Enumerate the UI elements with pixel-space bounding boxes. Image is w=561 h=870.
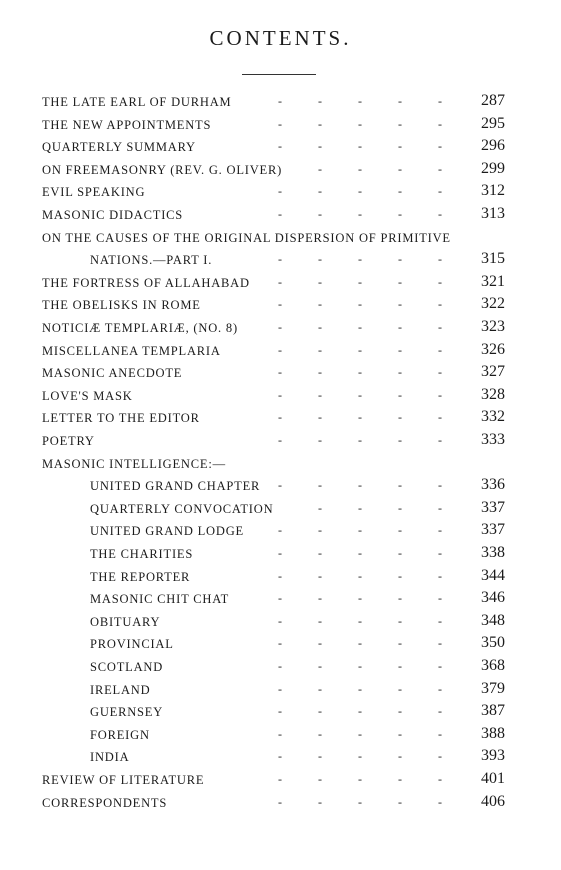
toc-entry-title: UNITED GRAND LODGE <box>90 524 244 539</box>
toc-entry <box>0 384 561 406</box>
leader-dash: - <box>318 139 322 154</box>
leader-dash: - <box>358 252 362 267</box>
leader-dash: - <box>318 568 322 583</box>
toc-entry-page: 323 <box>481 318 505 335</box>
leader-dash: - <box>438 274 442 289</box>
toc-entry <box>0 587 561 609</box>
toc-entry-title: THE CHARITIES <box>90 547 194 561</box>
toc-entry-page: 295 <box>481 114 505 132</box>
toc-entry-title: FOREIGN <box>90 727 150 742</box>
leader-dash: - <box>358 433 362 447</box>
toc-entry-title: LOVE'S MASK <box>42 388 133 403</box>
toc-entry-page: 344 <box>481 566 505 584</box>
toc-entry-title: ON FREEMASONRY (REV. G. OLIVER) <box>42 162 283 177</box>
leader-dash: - <box>438 568 442 583</box>
leader-dash: - <box>438 613 442 628</box>
leader-dash: - <box>398 726 402 741</box>
toc-entry <box>0 745 561 767</box>
toc-entry-page: 333 <box>481 431 505 448</box>
toc-entry-title: POETRY <box>42 434 95 448</box>
toc-entry <box>0 565 561 587</box>
leader-dash: - <box>318 636 322 651</box>
leader-dash: - <box>398 681 402 696</box>
toc-entry <box>0 791 561 813</box>
leader-dash: - <box>398 568 402 583</box>
toc-entry-page: 296 <box>481 137 505 155</box>
leader-dash: - <box>278 274 282 289</box>
toc-entry-title: MISCELLANEA TEMPLARIA <box>42 343 221 358</box>
toc-entry <box>0 113 561 135</box>
leader-dash: - <box>278 207 282 221</box>
leader-dash: - <box>398 659 402 673</box>
leader-dash: - <box>438 320 442 334</box>
leader-dash: - <box>358 184 362 199</box>
leader-dash: - <box>438 94 442 108</box>
toc-entry <box>0 248 561 270</box>
leader-dash: - <box>318 659 322 673</box>
leader-dash: - <box>318 410 322 425</box>
leader-dash: - <box>398 139 402 154</box>
leader-dash: - <box>438 116 442 131</box>
leader-dash: - <box>318 613 322 628</box>
leader-dash: - <box>358 387 362 402</box>
leader-dash: - <box>278 546 282 560</box>
leader-dash: - <box>358 500 362 515</box>
toc-entry-title: NOTICIÆ TEMPLARIÆ, (NO. 8) <box>42 321 238 335</box>
leader-dash: - <box>278 94 282 108</box>
leader-dash: - <box>398 410 402 425</box>
toc-entry-title: MASONIC ANECDOTE <box>42 366 183 381</box>
toc-entry <box>0 90 561 112</box>
toc-entry-page: 388 <box>481 724 505 742</box>
leader-dash: - <box>278 613 282 628</box>
leader-dash: - <box>358 365 362 380</box>
toc-entry <box>0 723 561 745</box>
leader-dash: - <box>318 681 322 696</box>
leader-dash: - <box>358 410 362 425</box>
leader-dash: - <box>398 94 402 108</box>
toc-entry-title: EVIL SPEAKING <box>42 185 146 200</box>
page-title: CONTENTS. <box>209 26 352 50</box>
leader-dash: - <box>318 342 322 357</box>
leader-dash: - <box>358 568 362 583</box>
leader-dash: - <box>318 433 322 447</box>
toc-entry-page: 336 <box>481 476 505 494</box>
toc-entry <box>0 632 561 654</box>
leader-dash: - <box>278 139 282 154</box>
toc-entry-page: 350 <box>481 634 505 652</box>
toc-entry-page: 337 <box>481 521 505 539</box>
leader-dash: - <box>318 184 322 199</box>
leader-dash: - <box>398 772 402 786</box>
leader-dash: - <box>358 591 362 606</box>
leader-dash: - <box>278 772 282 786</box>
toc-entry-title: REVIEW OF LITERATURE <box>42 773 205 787</box>
leader-dash: - <box>358 636 362 651</box>
toc-entry <box>0 497 561 519</box>
leader-dash: - <box>318 161 322 176</box>
leader-dash: - <box>358 659 362 673</box>
toc-entry-page: 321 <box>481 272 505 290</box>
toc-entry <box>0 158 561 180</box>
leader-dash: - <box>438 365 442 380</box>
toc-entry-page: 346 <box>481 589 505 607</box>
leader-dash: - <box>438 681 442 696</box>
leader-dash: - <box>278 794 282 809</box>
toc-entry-title: THE REPORTER <box>90 569 191 584</box>
toc-entry-page: 368 <box>481 657 505 674</box>
leader-dash: - <box>398 704 402 719</box>
toc-entry-title: THE FORTRESS OF ALLAHABAD <box>42 275 250 290</box>
leader-dash: - <box>438 410 442 425</box>
leader-dash: - <box>398 387 402 402</box>
leader-dash: - <box>358 749 362 764</box>
leader-dash: - <box>438 636 442 651</box>
leader-dash: - <box>278 387 282 402</box>
leader-dash: - <box>398 252 402 267</box>
leader-dash: - <box>438 591 442 606</box>
toc-entry-page: 348 <box>481 611 505 629</box>
leader-dash: - <box>358 207 362 221</box>
leader-dash: - <box>398 161 402 176</box>
toc-entry-page: 338 <box>481 544 505 561</box>
leader-dash: - <box>358 772 362 786</box>
leader-dash: - <box>358 478 362 493</box>
toc-entry-title: SCOTLAND <box>90 660 164 674</box>
leader-dash: - <box>438 139 442 154</box>
leader-dash: - <box>358 320 362 334</box>
leader-dash: - <box>278 636 282 651</box>
toc-entry-page: 313 <box>481 205 505 222</box>
leader-dash: - <box>438 704 442 719</box>
toc-entry-title: MASONIC CHIT CHAT <box>90 592 230 607</box>
leader-dash: - <box>318 726 322 741</box>
toc-entry <box>0 226 561 248</box>
leader-dash: - <box>358 794 362 809</box>
leader-dash: - <box>438 749 442 764</box>
toc-entry-page: 379 <box>481 679 505 697</box>
leader-dash: - <box>278 726 282 741</box>
leader-dash: - <box>318 749 322 764</box>
toc-entry <box>0 293 561 315</box>
leader-dash: - <box>278 297 282 312</box>
toc-entry-page: 406 <box>481 792 505 810</box>
toc-entry-title: CORRESPONDENTS <box>42 795 168 810</box>
toc-entry <box>0 655 561 677</box>
leader-dash: - <box>278 252 282 267</box>
toc-entry <box>0 700 561 722</box>
leader-dash: - <box>278 523 282 538</box>
toc-entry <box>0 361 561 383</box>
toc-entry <box>0 519 561 541</box>
toc-entry-title: INDIA <box>90 750 130 765</box>
leader-dash: - <box>438 387 442 402</box>
leader-dash: - <box>398 116 402 131</box>
leader-dash: - <box>318 116 322 131</box>
leader-dash: - <box>278 478 282 493</box>
toc-entry-page: 393 <box>481 747 505 765</box>
leader-dash: - <box>318 252 322 267</box>
toc-entry <box>0 474 561 496</box>
toc-entry-page: 328 <box>481 385 505 403</box>
toc-entry-title: ON THE CAUSES OF THE ORIGINAL DISPERSION OF PRIMITIVE <box>42 230 451 245</box>
leader-dash: - <box>398 794 402 809</box>
leader-dash: - <box>358 94 362 108</box>
toc-entry-title: IRELAND <box>90 682 151 697</box>
toc-entry-page: 387 <box>481 702 505 720</box>
toc-entry <box>0 768 561 790</box>
leader-dash: - <box>278 433 282 447</box>
leader-dash: - <box>358 726 362 741</box>
leader-dash: - <box>398 546 402 560</box>
leader-dash: - <box>278 184 282 199</box>
leader-dash: - <box>438 161 442 176</box>
toc-entry-title: THE LATE EARL OF DURHAM <box>42 95 232 109</box>
leader-dash: - <box>318 478 322 493</box>
leader-dash: - <box>358 161 362 176</box>
title-rule <box>242 74 316 75</box>
leader-dash: - <box>358 297 362 312</box>
leader-dash: - <box>438 433 442 447</box>
toc-entry <box>0 429 561 451</box>
leader-dash: - <box>398 365 402 380</box>
leader-dash: - <box>318 94 322 108</box>
leader-dash: - <box>318 297 322 312</box>
leader-dash: - <box>278 365 282 380</box>
leader-dash: - <box>318 523 322 538</box>
toc-entry <box>0 203 561 225</box>
leader-dash: - <box>438 726 442 741</box>
toc-entry-title: THE OBELISKS IN ROME <box>42 298 201 313</box>
leader-dash: - <box>358 116 362 131</box>
leader-dash: - <box>318 794 322 809</box>
leader-dash: - <box>398 478 402 493</box>
toc-entry <box>0 610 561 632</box>
leader-dash: - <box>358 342 362 357</box>
leader-dash: - <box>318 387 322 402</box>
leader-dash: - <box>438 342 442 357</box>
leader-dash: - <box>278 659 282 673</box>
toc-entry-page: 401 <box>481 770 505 787</box>
leader-dash: - <box>318 207 322 221</box>
leader-dash: - <box>398 523 402 538</box>
leader-dash: - <box>398 297 402 312</box>
toc-entry-page: 287 <box>481 92 505 109</box>
leader-dash: - <box>358 613 362 628</box>
toc-entry-title: NATIONS.—PART I. <box>90 253 213 268</box>
leader-dash: - <box>438 500 442 515</box>
toc-entry-page: 315 <box>481 250 505 268</box>
leader-dash: - <box>398 500 402 515</box>
leader-dash: - <box>318 274 322 289</box>
toc-entry-title: MASONIC INTELLIGENCE:— <box>42 456 226 471</box>
leader-dash: - <box>398 591 402 606</box>
toc-entry <box>0 678 561 700</box>
leader-dash: - <box>358 704 362 719</box>
leader-dash: - <box>438 772 442 786</box>
leader-dash: - <box>398 342 402 357</box>
toc-entry-page: 322 <box>481 295 505 313</box>
leader-dash: - <box>318 772 322 786</box>
toc-entry-title: THE NEW APPOINTMENTS <box>42 117 212 132</box>
toc-entry-page: 337 <box>481 498 505 516</box>
leader-dash: - <box>398 749 402 764</box>
leader-dash: - <box>278 704 282 719</box>
leader-dash: - <box>398 274 402 289</box>
toc-entry-page: 312 <box>481 182 505 200</box>
leader-dash: - <box>318 365 322 380</box>
leader-dash: - <box>438 252 442 267</box>
toc-entry-title: QUARTERLY SUMMARY <box>42 140 196 155</box>
leader-dash: - <box>318 500 322 515</box>
toc-entry-title: OBITUARY <box>90 614 161 629</box>
toc-entry-title: MASONIC DIDACTICS <box>42 208 184 222</box>
toc-entry-title: UNITED GRAND CHAPTER <box>90 479 261 494</box>
leader-dash: - <box>358 546 362 560</box>
leader-dash: - <box>278 681 282 696</box>
leader-dash: - <box>438 184 442 199</box>
toc-entry <box>0 271 561 293</box>
leader-dash: - <box>318 591 322 606</box>
leader-dash: - <box>398 636 402 651</box>
leader-dash: - <box>438 659 442 673</box>
leader-dash: - <box>438 297 442 312</box>
leader-dash: - <box>318 546 322 560</box>
leader-dash: - <box>438 478 442 493</box>
leader-dash: - <box>358 681 362 696</box>
toc-entry <box>0 406 561 428</box>
toc-entry-page: 327 <box>481 363 505 381</box>
leader-dash: - <box>278 568 282 583</box>
leader-dash: - <box>398 433 402 447</box>
leader-dash: - <box>278 410 282 425</box>
toc-entry-page: 332 <box>481 408 505 426</box>
toc-entry-title: GUERNSEY <box>90 705 164 720</box>
toc-entry <box>0 316 561 338</box>
leader-dash: - <box>398 184 402 199</box>
leader-dash: - <box>358 139 362 154</box>
toc-entry <box>0 339 561 361</box>
leader-dash: - <box>318 704 322 719</box>
toc-entry <box>0 542 561 564</box>
toc-entry-page: 299 <box>481 159 505 177</box>
leader-dash: - <box>438 794 442 809</box>
leader-dash: - <box>438 207 442 221</box>
toc-entry <box>0 180 561 202</box>
leader-dash: - <box>438 523 442 538</box>
leader-dash: - <box>278 749 282 764</box>
leader-dash: - <box>278 342 282 357</box>
toc-entry-title: QUARTERLY CONVOCATION <box>90 501 274 516</box>
leader-dash: - <box>318 320 322 334</box>
leader-dash: - <box>278 591 282 606</box>
leader-dash: - <box>398 613 402 628</box>
toc-entry-page: 326 <box>481 340 505 358</box>
toc-entry-title: LETTER TO THE EDITOR <box>42 411 200 426</box>
toc-entry <box>0 135 561 157</box>
leader-dash: - <box>398 207 402 221</box>
leader-dash: - <box>358 274 362 289</box>
leader-dash: - <box>398 320 402 334</box>
leader-dash: - <box>358 523 362 538</box>
leader-dash: - <box>278 320 282 334</box>
toc-entry <box>0 452 561 474</box>
toc-entry-title: PROVINCIAL <box>90 637 174 652</box>
leader-dash: - <box>438 546 442 560</box>
leader-dash: - <box>278 116 282 131</box>
